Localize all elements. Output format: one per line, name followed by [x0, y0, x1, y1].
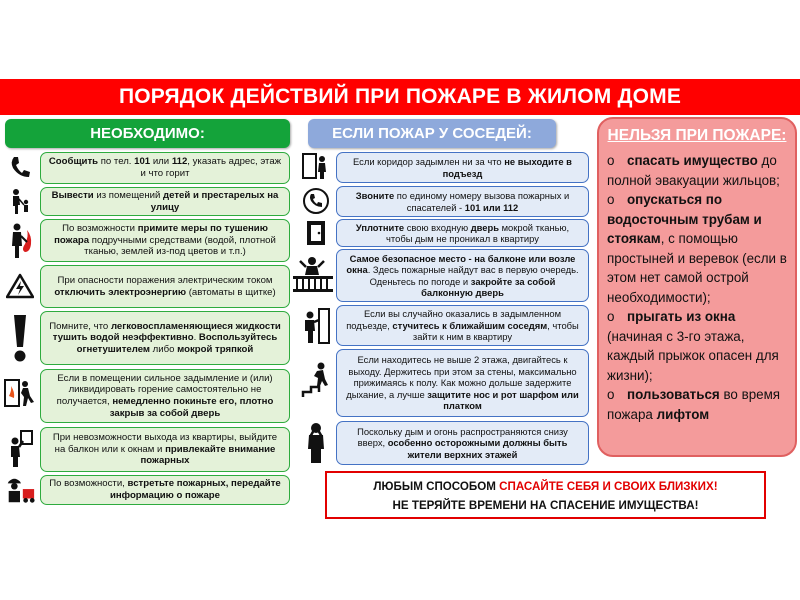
text-run: мокрой тканью, чтобы дым не проникал в квартиру	[386, 221, 570, 244]
text-run: до полной эвакуации жильцов;	[607, 153, 780, 188]
text-run: . Здесь пожарные найдут вас в первую очередь. Оденьтесь по погоде и	[367, 264, 579, 287]
bold-text: отключить электроэнергию	[54, 286, 187, 298]
bold-text: дверь	[470, 221, 499, 233]
bold-text: Звоните	[355, 190, 395, 202]
item-text	[343, 354, 582, 411]
stairs-crouch-icon	[300, 360, 334, 400]
forbidden-item	[607, 385, 787, 424]
text-run: Если коридор задымлен ни за что	[353, 156, 505, 168]
bold-text: стучитесь к ближайшим соседям	[392, 319, 548, 331]
bold-text: Вывести	[51, 189, 94, 201]
text-run: Помните, что	[49, 320, 111, 332]
bold-text: мокрой тряпкой	[177, 343, 254, 355]
text-run: по единому номеру вызова пожарных и спасателей -	[394, 190, 570, 213]
text-run: Если находитесь не выше 2 этажа, двигайтесь к выходу. Держитесь при этом за стены, максимально прижимаясь к полу. Как можно дольше задержите дыхание, а лучше	[346, 354, 577, 400]
text-run: подручными средствами (водой, плотной тканью, землей из-под цветов и т.п.)	[84, 234, 276, 258]
text-run: По возможности	[62, 223, 138, 235]
item-text	[343, 308, 582, 342]
door-smoke-icon	[299, 150, 333, 182]
list-item	[40, 187, 290, 216]
list-item	[40, 475, 290, 505]
bold-text: примите меры по тушению пожара	[54, 223, 268, 246]
text-run: По возможности,	[49, 478, 128, 490]
item-text	[47, 223, 283, 258]
bold-text: детей и престарелых на улицу	[150, 189, 279, 213]
bold-text: 112	[171, 156, 188, 168]
bold-text: защитите нос и рот шарфом или платком	[427, 388, 579, 412]
bold-text: Воспользуйтесь огнетушителем	[76, 332, 278, 355]
bold-text: не выходите в подъезд	[442, 156, 572, 179]
electric-hazard-icon	[5, 267, 35, 305]
bottom-line-2: НЕ ТЕРЯЙТЕ ВРЕМЕНИ НА СПАСЕНИЕ ИМУЩЕСТВА!	[392, 499, 699, 512]
text-run: или	[150, 156, 172, 168]
page-title: ПОРЯДОК ДЕЙСТВИЙ ПРИ ПОЖАРЕ В ЖИЛОМ ДОМЕ	[0, 79, 800, 115]
text-run: При опасности поражения электрическим током	[57, 274, 273, 286]
cover-face-icon	[300, 420, 332, 466]
item-text	[343, 426, 582, 460]
text-run: по тел.	[98, 156, 135, 168]
phone-icon	[6, 152, 34, 182]
text-run: При невозможности выхода из квартиры, выйдите на балкон или к окнам и	[52, 432, 278, 455]
list-item	[336, 349, 589, 417]
balcony-icon	[292, 253, 334, 295]
forbidden-item-text	[607, 192, 787, 305]
text-run: свою входную	[404, 221, 471, 233]
list-item	[40, 219, 290, 262]
item-text	[343, 156, 582, 179]
extinguish-icon	[4, 220, 36, 262]
exit-icon	[4, 373, 36, 413]
item-text	[47, 432, 283, 467]
list-item	[336, 152, 589, 183]
list-item	[40, 265, 290, 308]
text-run: Если в помещении сильное задымление и (или) ликвидировать горение самостоятельно не получается,	[56, 372, 273, 407]
bottom-notice	[325, 471, 766, 519]
door-icon	[300, 219, 332, 247]
bold-text: особенно осторожными должны быть жители верхних этажей	[387, 437, 568, 460]
item-text	[47, 373, 283, 419]
item-text	[343, 253, 582, 299]
text-run: Если вы случайно оказались в задымленном подъезде,	[346, 308, 562, 331]
text-run: во время пожара	[607, 387, 781, 422]
text-run: , чтобы зайти к ним в квартиру	[412, 319, 579, 343]
bottom-line-1	[327, 477, 764, 496]
forbidden-item	[607, 151, 787, 190]
item-text	[343, 190, 582, 213]
list-item	[40, 311, 290, 365]
bold-text: закройте за собой балконную дверь	[421, 275, 556, 298]
window-person-icon	[6, 428, 34, 470]
text-run: (автоматы в щитке)	[186, 286, 276, 298]
phone-icon	[300, 186, 332, 216]
bold-text: прыгать из окна	[627, 309, 736, 324]
bold-text: Уплотните	[355, 221, 405, 233]
item-text	[47, 156, 283, 179]
text-run: .	[193, 332, 199, 344]
text-run: либо	[150, 343, 178, 355]
evacuate-people-icon	[6, 187, 34, 217]
necessary-header: НЕОБХОДИМО:	[5, 119, 290, 148]
text-run: Поскольку дым и огонь распространяются снизу вверх,	[357, 425, 568, 449]
exclamation-icon	[6, 312, 34, 364]
bold-text: легковоспламеняющиеся жидкости тушить водой неэффективно	[52, 320, 281, 344]
bold-text: привлекайте внимание пожарных	[140, 443, 276, 467]
forbidden-item	[607, 190, 787, 307]
bullet: o	[607, 309, 615, 324]
list-item	[336, 305, 589, 346]
bold-text: спасать имущество	[627, 153, 758, 168]
bullet: o	[607, 387, 615, 402]
item-text	[47, 478, 283, 501]
item-text	[47, 275, 283, 298]
list-item	[336, 219, 589, 247]
bold-text: 101	[134, 156, 151, 168]
bold-text: немедленно покиньте его, плотно закрыв за собой дверь	[109, 396, 274, 419]
list-item	[336, 186, 589, 217]
list-item	[40, 369, 290, 423]
item-text	[343, 222, 582, 245]
text-run: , указать адрес, этаж и что горит	[140, 156, 282, 179]
forbidden-panel	[597, 117, 797, 457]
bottom-prefix: ЛЮБЫМ СПОСОБОМ	[373, 480, 500, 493]
bullet: o	[607, 153, 615, 168]
forbidden-title: НЕЛЬЗЯ ПРИ ПОЖАРЕ:	[607, 127, 787, 144]
item-text	[47, 190, 283, 213]
text-run: (начиная с 3-го этажа, каждый прыжок опасен для жизни);	[607, 328, 779, 383]
bold-text: Самое безопасное место - на балконе или возле окна	[346, 252, 576, 276]
bold-text: пользоваться	[627, 387, 720, 402]
list-item	[336, 421, 589, 465]
forbidden-item-text	[607, 153, 780, 188]
list-item	[40, 427, 290, 472]
list-item	[336, 249, 589, 302]
knock-neighbor-icon	[300, 306, 332, 346]
bullet: o	[607, 192, 615, 207]
forbidden-item	[607, 307, 787, 385]
forbidden-item-text	[607, 387, 780, 422]
item-text	[47, 321, 283, 356]
text-run: из помещений	[93, 189, 164, 201]
bold-text: лифтом	[656, 406, 710, 422]
bottom-red-text: СПАСАЙТЕ СЕБЯ И СВОИХ БЛИЗКИХ!	[499, 480, 718, 493]
list-item	[40, 152, 290, 184]
bold-text: опускаться по водосточным трубам и стоякам	[607, 192, 762, 246]
bold-text: Сообщить	[48, 156, 99, 168]
neighbors-fire-header: ЕСЛИ ПОЖАР У СОСЕДЕЙ:	[308, 119, 556, 148]
firefighter-icon	[4, 474, 36, 506]
forbidden-item-text	[607, 309, 779, 383]
text-run: , с помощью простыней и веревок (если в этом нет самой острой необходимости);	[607, 231, 787, 305]
bold-text: встретьте пожарных, передайте информацию о пожаре	[109, 478, 281, 501]
bold-text: 101 или 112	[464, 201, 519, 213]
